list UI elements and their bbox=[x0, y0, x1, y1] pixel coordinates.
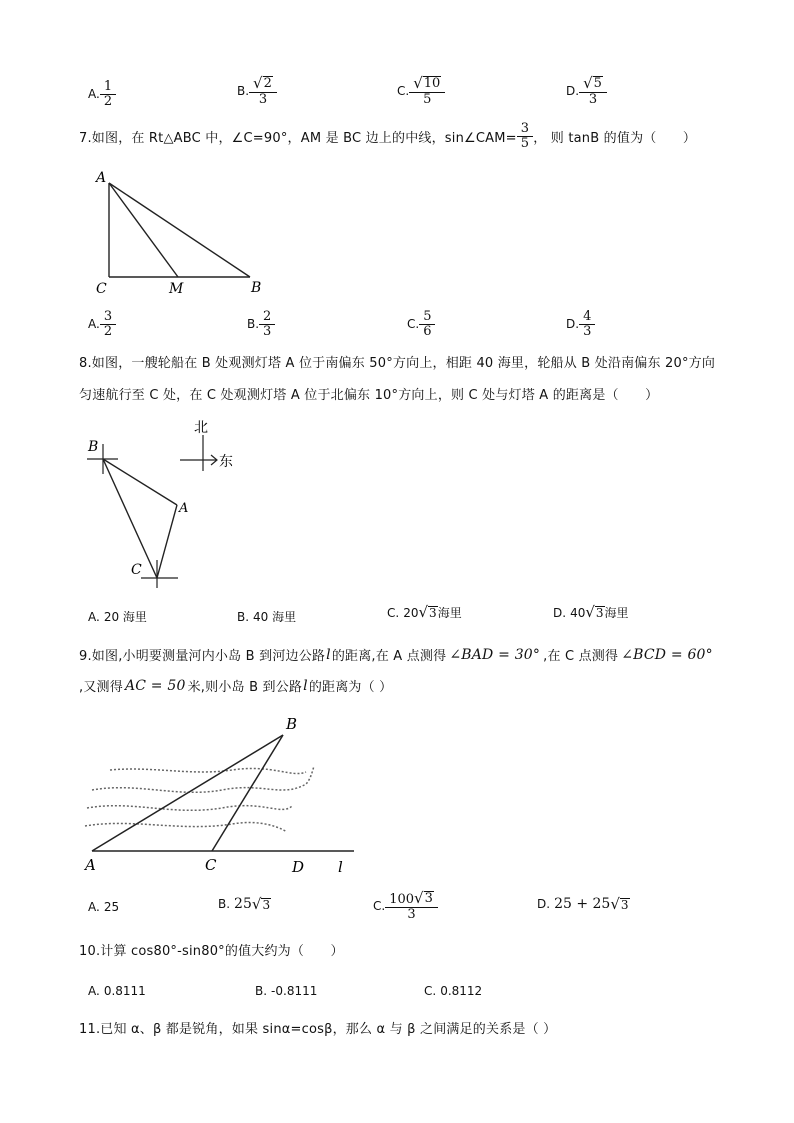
option-value: -0.8111 bbox=[271, 984, 318, 998]
option-letter: A. bbox=[88, 609, 100, 624]
point-label-a: A bbox=[85, 856, 96, 874]
option-value: 25 bbox=[103, 900, 120, 914]
option-letter: B. bbox=[218, 897, 231, 911]
option-value: 40 海里 bbox=[253, 610, 297, 624]
figure-q8-navigation bbox=[78, 416, 248, 588]
point-label-c: C bbox=[205, 856, 217, 874]
fraction: $\frac{5}{6}$ bbox=[421, 310, 433, 338]
q7-option-b[interactable] bbox=[247, 310, 275, 338]
point-label-b: B bbox=[88, 439, 99, 455]
option-letter: B. bbox=[247, 317, 260, 332]
point-label-a: A bbox=[179, 501, 189, 516]
north-label: 北 bbox=[194, 420, 208, 436]
square-root: √ 3 bbox=[585, 603, 604, 621]
point-label-b: B bbox=[251, 280, 262, 296]
fraction: $\frac{1}{2}$ bbox=[102, 80, 114, 108]
square-root: √ 3 bbox=[251, 894, 271, 913]
question-8-line-2: 匀速航行至 C 处，在 C 处观测灯塔 A 位于北偏东 10°方向上，则 C 处与灯塔 A 的距离是（ ） bbox=[79, 388, 659, 403]
option-value: 20 海里 bbox=[103, 610, 147, 624]
east-label: 东 bbox=[219, 454, 233, 470]
fraction: √ 5 3 bbox=[581, 76, 605, 106]
fraction: √ 2 3 bbox=[251, 76, 275, 106]
option-letter: C. bbox=[424, 984, 437, 998]
q8-option-a[interactable] bbox=[88, 608, 147, 625]
option-letter: A. bbox=[88, 984, 100, 998]
option-value: 0.8112 bbox=[440, 984, 483, 998]
fraction: $\frac{4}{3}$ bbox=[581, 310, 593, 338]
question-7-text: 7.如图，在 Rt△ABC 中，∠C=90°，AM 是 BC 边上的中线，sin∠CAM= $\frac{3}{5}$ ， 则 tanB 的值为（ ） bbox=[79, 121, 697, 151]
square-root: √ 3 bbox=[610, 894, 629, 913]
figure-q7-triangle bbox=[90, 166, 280, 298]
option-letter: D. bbox=[566, 317, 580, 332]
q10-option-c[interactable] bbox=[424, 984, 482, 998]
point-label-c: C bbox=[96, 281, 107, 297]
option-letter: C. bbox=[373, 899, 386, 914]
fraction: $\frac{3}{5}$ bbox=[519, 122, 531, 150]
q8-option-d[interactable]: D. 40 √ 3 海里 bbox=[553, 603, 629, 621]
q6-option-b[interactable] bbox=[237, 76, 277, 106]
option-value: 0.8111 bbox=[103, 984, 146, 998]
option-letter: B. bbox=[237, 84, 250, 99]
q7-option-d[interactable] bbox=[566, 310, 595, 338]
q10-option-b[interactable] bbox=[255, 984, 317, 998]
option-letter: C. bbox=[387, 605, 400, 620]
fraction: √ 10 5 bbox=[411, 76, 443, 106]
fraction: $\frac{2}{3}$ bbox=[261, 310, 273, 338]
point-label-b: B bbox=[286, 715, 298, 733]
question-8-line-1: 8.如图，一艘轮船在 B 处观测灯塔 A 位于南偏东 50°方向上，相距 40 海里，轮船从 B 处沿南偏东 20°方向 bbox=[79, 356, 716, 371]
q7-option-a[interactable] bbox=[88, 310, 116, 338]
square-root: √ 3 bbox=[418, 603, 437, 621]
fraction: $\frac{3}{2}$ bbox=[102, 310, 114, 338]
point-label-d: D bbox=[292, 858, 305, 876]
option-letter: A. bbox=[88, 900, 100, 914]
figure-q9-island bbox=[82, 708, 362, 878]
point-label-c: C bbox=[131, 562, 142, 578]
q6-option-d[interactable] bbox=[566, 76, 607, 106]
q9-option-c[interactable] bbox=[373, 891, 438, 921]
option-letter: B. bbox=[255, 984, 268, 998]
question-10-text: 10.计算 cos80°-sin80°的值大约为（ ） bbox=[79, 944, 344, 959]
option-letter: C. bbox=[407, 317, 420, 332]
q6-option-c[interactable] bbox=[397, 76, 445, 106]
q7-option-c[interactable] bbox=[407, 310, 435, 338]
q8-option-c[interactable]: C. 20 √ 3 海里 bbox=[387, 603, 462, 621]
option-letter: C. bbox=[397, 84, 410, 99]
question-9-line-2: ,又测得 AC = 50 米,则小岛 B 到公路 l 的距离为（ ） bbox=[79, 677, 393, 695]
option-letter: D. bbox=[553, 605, 567, 620]
road-label-l: l bbox=[338, 858, 343, 876]
option-letter: A. bbox=[88, 87, 100, 102]
option-letter: B. bbox=[237, 609, 250, 624]
q9-option-d[interactable]: D. 25 + 25 √ 3 bbox=[537, 894, 629, 913]
q6-option-a[interactable] bbox=[88, 80, 116, 108]
point-label-m: M bbox=[169, 281, 184, 297]
option-letter: D. bbox=[566, 84, 580, 99]
q9-option-b[interactable]: B. 25 √ 3 bbox=[218, 894, 271, 913]
point-label-a: A bbox=[96, 170, 107, 186]
q8-option-b[interactable] bbox=[237, 608, 296, 625]
question-11-text: 11.已知 α、β 都是锐角，如果 sinα=cosβ，那么 α 与 β 之间满足的关系是（ ） bbox=[79, 1022, 557, 1037]
q9-option-a[interactable] bbox=[88, 900, 119, 914]
q10-option-a[interactable] bbox=[88, 984, 146, 998]
option-letter: D. bbox=[537, 897, 551, 911]
option-letter: A. bbox=[88, 317, 100, 332]
question-9-line-1: 9.如图,小明要测量河内小岛 B 到河边公路 l 的距离,在 A 点测得 ∠BAD = 30° ,在 C 点测得 ∠BCD = 60° bbox=[79, 646, 713, 664]
fraction: 100 √ 3 3 bbox=[387, 891, 436, 921]
